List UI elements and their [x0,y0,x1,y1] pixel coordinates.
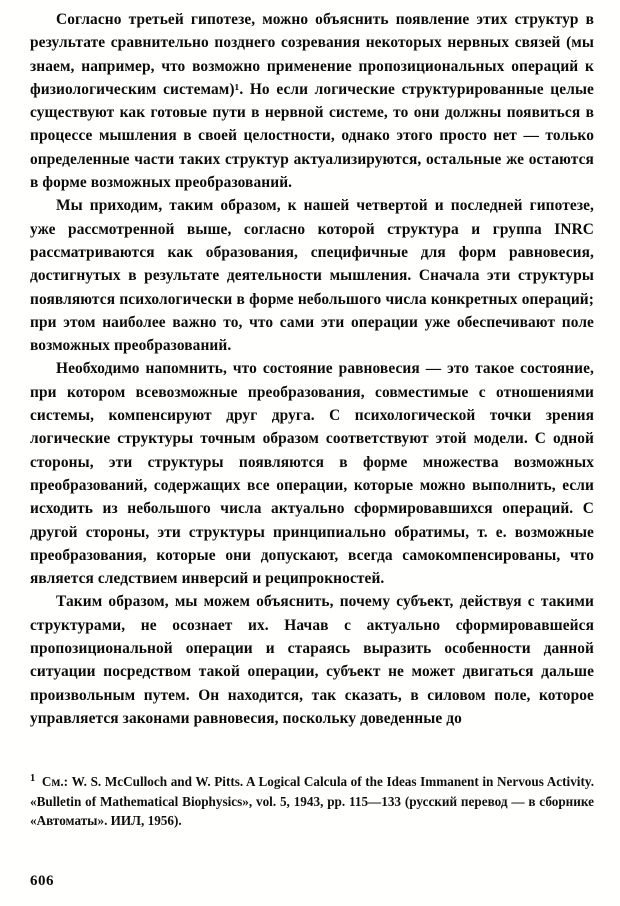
footnote-marker: 1 [30,772,36,784]
paragraph-1 [30,8,594,194]
footnote [30,772,594,831]
footnote-text: См.: W. S. McCulloch and W. Pitts. A Logical Calcula of the Ideas Immanent in Nervous Activity. «Bulletin of Mathematical Biophysics», vol. 5, 1943, pp. 115—133 (русский перевод — в сборнике «Автоматы». ИИЛ, 1956). [30,774,595,829]
footnote-zone [30,772,594,831]
paragraph-1-text: Согласно третьей гипотезе, можно объяснить появление этих структур в результате сравнительно позднего созревания некоторых нервных связей (мы знаем, например, что возможно применение пропозициональных операций к физиологическим системам)¹. Но если логические структурированные целые существуют как готовые пути в нервной системе, то они должны появиться в процессе мышления в своей целостности, однако этого просто нет — только определенные части таких структур актуализируются, остальные же остаются в форме возможных преобразований. [30,11,594,192]
paragraph-2-text: Мы приходим, таким образом, к нашей четвертой и последней гипотезе, уже рассмотренной выше, согласно которой структура и группа INRC рассматриваются как образования, специфичные для форм равновесия, достигнутых в результате деятельности мышления. Сначала эти структуры появляются психологически в форме небольшого числа конкретных операций; при этом наиболее важно то, что сами эти операции уже обеспечивают поле возможных преобразований. [30,197,594,355]
page-body [30,8,594,730]
paragraph-3 [30,357,594,590]
paragraph-2 [30,194,594,357]
paragraph-4-text: Таким образом, мы можем объяснить, почему субъект, действуя с такими структурами, не осознает их. Начав с актуально сформировавшейся пропозициональной операции и стараясь выразить особенности данной ситуации посредством такой операции, субъект не может двигаться дальше произвольным путем. Он находится, так сказать, в силовом поле, которое управляется законами равновесия, поскольку доведенные до [30,593,594,727]
paragraph-4 [30,590,594,730]
paragraph-3-text: Необходимо напомнить, что состояние равновесия — это такое состояние, при котором всевозможные преобразования, совместимые с отношениями системы, компенсируют друг друга. С психологической точки зрения логические структуры точным образом соответствуют этой модели. С одной стороны, эти структуры появляются в форме множества возможных преобразований, содержащих все операции, которые можно выполнить, если исходить из небольшого числа актуально сформировавшихся операций. С другой стороны, эти структуры принципиально обратимы, т. е. возможные преобразования, которые они допускают, всегда самокомпенсированы, что является следствием инверсий и реципрокностей. [30,360,594,588]
page-number: 606 [30,873,54,889]
